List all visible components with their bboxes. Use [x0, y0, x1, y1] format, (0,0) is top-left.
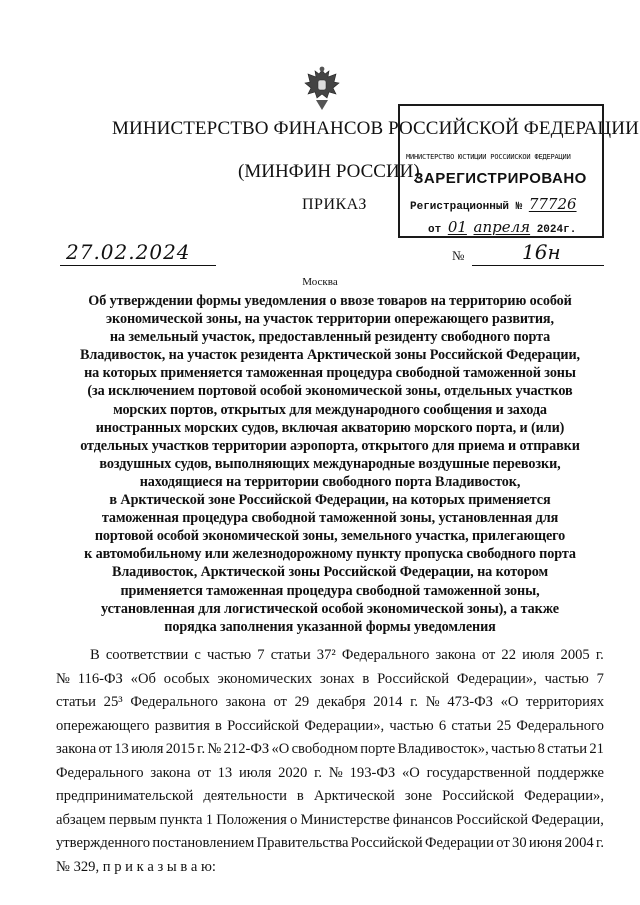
stamp-authority: МИНИСТЕРСТВО ЮСТИЦИИ РОССИЙСКОЙ ФЕДЕРАЦИИ — [406, 153, 571, 161]
stamp-date-day: 01 — [447, 218, 467, 236]
stamp-date-suffix: г. — [563, 224, 577, 236]
ministry-full-name: МИНИСТЕРСТВО ФИНАНСОВ РОССИЙСКОЙ ФЕДЕРАЦИИ — [112, 118, 639, 139]
body-line: статьи 25³ Федерального закона от 29 декабря 2014 г. № 473-ФЗ «О территориях — [56, 694, 604, 710]
body-line: предпринимательской деятельности в Арктической зоне Российской Федерации», — [56, 788, 604, 804]
stamp-reg-number: 77726 — [528, 195, 577, 213]
title-line: иностранных морских судов, включая акваторию морского порта, и (или) — [95, 419, 565, 436]
stamp-date-year: 2024 — [536, 224, 564, 236]
body-line: закона от 13 июля 2015 г. № 212-ФЗ «О свободном порте Владивосток», частью 8 статьи 21 — [56, 741, 604, 757]
title-line: (за исключением портовой особой экономической зоны, отдельных участков — [87, 383, 573, 400]
title-line: отдельных участков территории аэропорта, открытого для приема и отправки — [80, 437, 580, 454]
title-line: воздушных судов, выполняющих международные воздушные перевозки, — [99, 455, 561, 472]
stamp-date-prefix: от — [428, 224, 442, 236]
stamp-reg-line — [410, 195, 577, 213]
title-line: экономической зоны, на участок территории опережающего развития, — [106, 311, 554, 328]
order-title — [40, 292, 620, 636]
order-body — [56, 644, 604, 879]
stamp-status: ЗАРЕГИСТРИРОВАНО — [414, 170, 587, 187]
document-type: ПРИКАЗ — [302, 196, 367, 213]
title-line: Владивосток, на участок резидента Арктической зоны Российской Федерации, — [80, 347, 580, 364]
body-line: абзацем первым пункта 1 Положения о Министерстве финансов Российской Федерации, — [56, 811, 604, 828]
title-line: к автомобильному или железнодорожному пункту пропуска свободного порта — [84, 546, 576, 563]
title-line: на земельный участок, предоставленный резиденту свободного порта — [109, 329, 551, 346]
order-date: 27.02.2024 — [60, 240, 216, 266]
body-line: утвержденного постановлением Правительства Российской Федерации от 30 июня 2004 г. — [56, 835, 604, 851]
registration-stamp — [398, 104, 604, 238]
city: Москва — [302, 276, 338, 288]
title-line: установленная для логистической особой экономической зоны), а также — [101, 600, 559, 617]
date-number-row — [60, 240, 610, 270]
title-line: Владивосток, Арктической зоны Российской Федерации, на котором — [111, 564, 549, 581]
title-line: Об утверждении формы уведомления о ввозе товаров на территорию особой — [88, 293, 572, 309]
body-line: Федерального закона от 13 июля 2020 г. № 193-ФЗ «О государственной поддержке — [56, 764, 604, 781]
title-line: находящиеся на территории свободного порта Владивосток, — [139, 473, 521, 490]
title-line: морских портов, открытых для международного сообщения и захода — [113, 401, 547, 418]
stamp-reg-label: Регистрационный № — [410, 201, 523, 213]
coat-of-arms-emblem — [302, 66, 342, 112]
title-line: таможенная процедура свободной таможенной зоны, установленная для — [101, 510, 559, 527]
title-line: на которых применяется таможенная процедура свободной таможенной зоны — [84, 365, 576, 382]
ministry-short-name: (МИНФИН РОССИИ) — [238, 161, 420, 182]
stamp-date-month: апреля — [473, 218, 531, 236]
title-line: порядка заполнения указанной формы уведомления — [164, 618, 496, 635]
body-line: № 329, п р и к а з ы в а ю: — [56, 858, 216, 875]
title-line: в Арктической зоне Российской Федерации, на которых применяется — [109, 492, 551, 509]
body-line: В соответствии с частью 7 статьи 37² Федерального закона от 22 июля 2005 г. — [90, 647, 604, 663]
title-line: портовой особой экономической зоны, земельного участка, прилегающего — [94, 528, 566, 545]
order-number-label: № — [452, 248, 465, 263]
stamp-date-line — [428, 218, 576, 236]
order-number: 16н — [472, 240, 604, 266]
body-line: опережающего развития в Российской Федерации», частью 6 статьи 25 Федерального — [56, 717, 604, 734]
title-line: применяется таможенная процедура свободной таможенной зоны, — [120, 582, 540, 599]
body-line: № 116-ФЗ «Об особых экономических зонах в Российской Федерации», частью 7 — [56, 670, 604, 687]
